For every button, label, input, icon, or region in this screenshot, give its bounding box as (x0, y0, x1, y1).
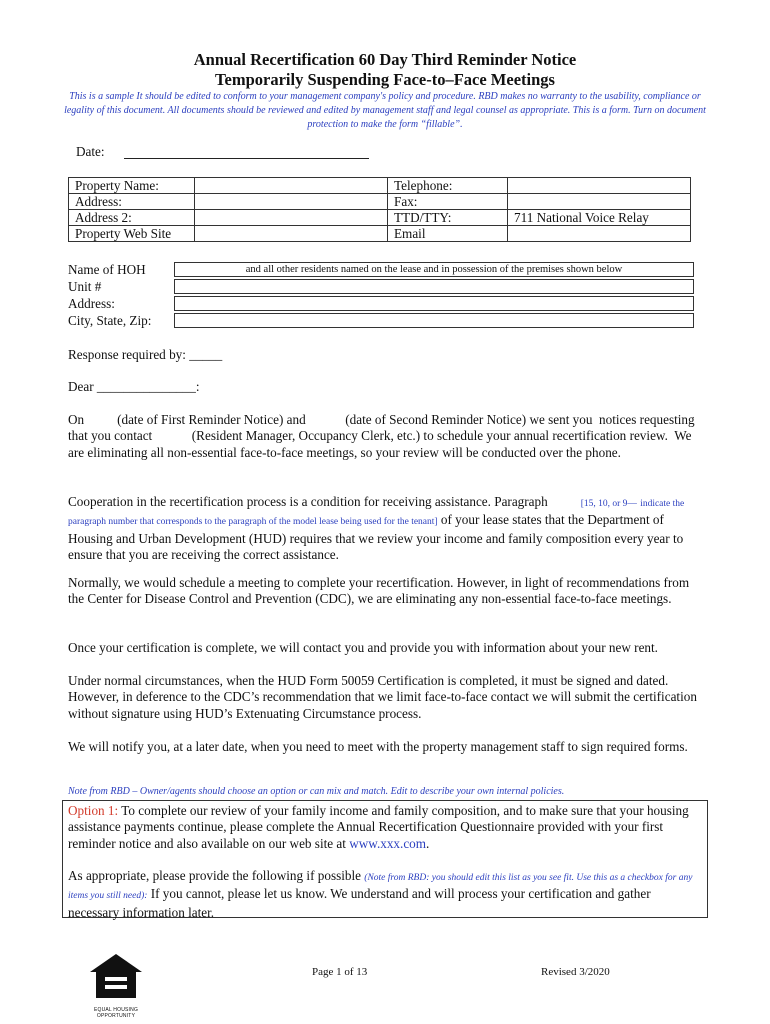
option-1-provide-paragraph (68, 868, 700, 921)
resident-address-label: Address: (68, 296, 115, 311)
website-label: Property Web Site (69, 226, 195, 242)
address2-label: Address 2: (69, 210, 195, 226)
tty-label: TTD/TTY: (388, 210, 508, 226)
option-1-paragraph (68, 803, 700, 852)
tty-field[interactable]: 711 National Voice Relay (508, 210, 691, 226)
website-field[interactable] (195, 226, 388, 242)
cooperation-text-a: Cooperation in the recertification process is a condition for receiving assistance. Paragraph (68, 494, 548, 509)
telephone-label: Telephone: (388, 178, 508, 194)
provide-note: (Note from RBD: you should edit this list as you see fit. Use this as a checkbox for any items you still need): (68, 873, 693, 902)
fax-field[interactable] (508, 194, 691, 210)
revised-date: Revised 3/2020 (541, 966, 610, 978)
provide-text-b: If you cannot, please let us know. We understand and will process your certification and gather necessary information later. (68, 886, 651, 920)
paragraph-circumstances: Under normal circumstances, when the HUD Form 50059 Certification is completed, it must be signed and dated. However, in deference to the CDC’s recommendation that we limit face-to-face contact we will submit the certification without signature using HUD’s Extenuating Circumstance process. (68, 673, 697, 721)
unit-label: Unit # (68, 279, 102, 294)
property-name-label: Property Name: (69, 178, 195, 194)
property-name-field[interactable] (195, 178, 388, 194)
hoh-note: and all other residents named on the lease and in possession of the premises shown below (245, 264, 623, 275)
paragraph-cooperation (68, 494, 700, 564)
fax-label: Fax: (388, 194, 508, 210)
date-label: Date: (76, 144, 105, 159)
unit-field[interactable] (174, 279, 694, 294)
logo-text: EQUAL HOUSING OPPORTUNITY (93, 1007, 139, 1019)
cooperation-text-b: of your lease states that the Department of Housing and Urban Development (HUD) requires that we review your income and family composition every year to ensure that you are receiving the correct assistance. (68, 512, 684, 563)
email-label: Email (388, 226, 508, 242)
paragraph-note-a: [15, 10, or 9— (580, 499, 637, 509)
telephone-field[interactable] (508, 178, 691, 194)
hoh-field[interactable] (174, 262, 694, 277)
paragraph-contact: Once your certification is complete, we will contact you and provide you with information about your new rent. (68, 640, 658, 655)
response-required: Response required by: _____ (68, 347, 223, 362)
address2-field[interactable] (195, 210, 388, 226)
date-field[interactable] (124, 158, 369, 159)
rbd-note: Note from RBD – Owner/agents should choose an option or can mix and match. Edit to describe your own internal policies. (68, 786, 565, 797)
paragraph-note-b: indicate the paragraph number that corresponds to the paragraph of the model lease being used for the tenant] (68, 499, 685, 528)
hoh-label: Name of HOH (68, 262, 146, 277)
resident-address-field[interactable] (174, 296, 694, 311)
equal-housing-icon (88, 952, 144, 1002)
city-state-zip-field[interactable] (174, 313, 694, 328)
provide-text-a: As appropriate, please provide the following if possible (68, 868, 365, 883)
address-field[interactable] (195, 194, 388, 210)
property-info-table (68, 177, 691, 242)
paragraph-normally: Normally, we would schedule a meeting to complete your recertification. However, in light of recommendations from the Center for Disease Control and Prevention (CDC), we are eliminating any non-essential face-to-face meetings. (68, 575, 690, 607)
email-field[interactable] (508, 226, 691, 242)
city-state-zip-label: City, State, Zip: (68, 313, 152, 328)
option-1-text-a: To complete our review of your family income and family composition, and to make sure that your housing assistance payments continue, please complete the Annual Recertification Questionnaire provided with your first reminder notice and also available on our web site at (68, 803, 689, 851)
salutation: Dear _______________: (68, 379, 200, 394)
title-line-2: Temporarily Suspending Face-to–Face Meetings (215, 70, 555, 89)
option-1-label: Option 1: (68, 803, 119, 818)
page-number: Page 1 of 13 (312, 966, 368, 978)
title-line-1: Annual Recertification 60 Day Third Reminder Notice (193, 50, 577, 69)
paragraph-reminders: On (date of First Reminder Notice) and (date of Second Reminder Notice) we sent you notices requesting that you contact (Resident Manager, Occupancy Clerk, etc.) to schedule your annual recertification review. We are eliminating all non-essential face-to-face meetings, so your review will be conducted over the phone. (68, 412, 698, 460)
paragraph-notify: We will notify you, at a later date, when you need to meet with the property management staff to sign required forms. (68, 739, 688, 754)
option-1-text-b: . (426, 835, 430, 851)
disclaimer-text: This is a sample It should be edited to conform to your management company's policy and procedure. RBD makes no warranty to the usability, compliance or legality of this document. All documents should be reviewed and edited by management staff and legal counsel as appropriate. This is a form. Turn on document protection to make the form “fillable”. (64, 91, 706, 130)
address-label: Address: (69, 194, 195, 210)
website-link[interactable]: www.xxx.com (349, 835, 427, 851)
equal-housing-logo (88, 952, 144, 1019)
